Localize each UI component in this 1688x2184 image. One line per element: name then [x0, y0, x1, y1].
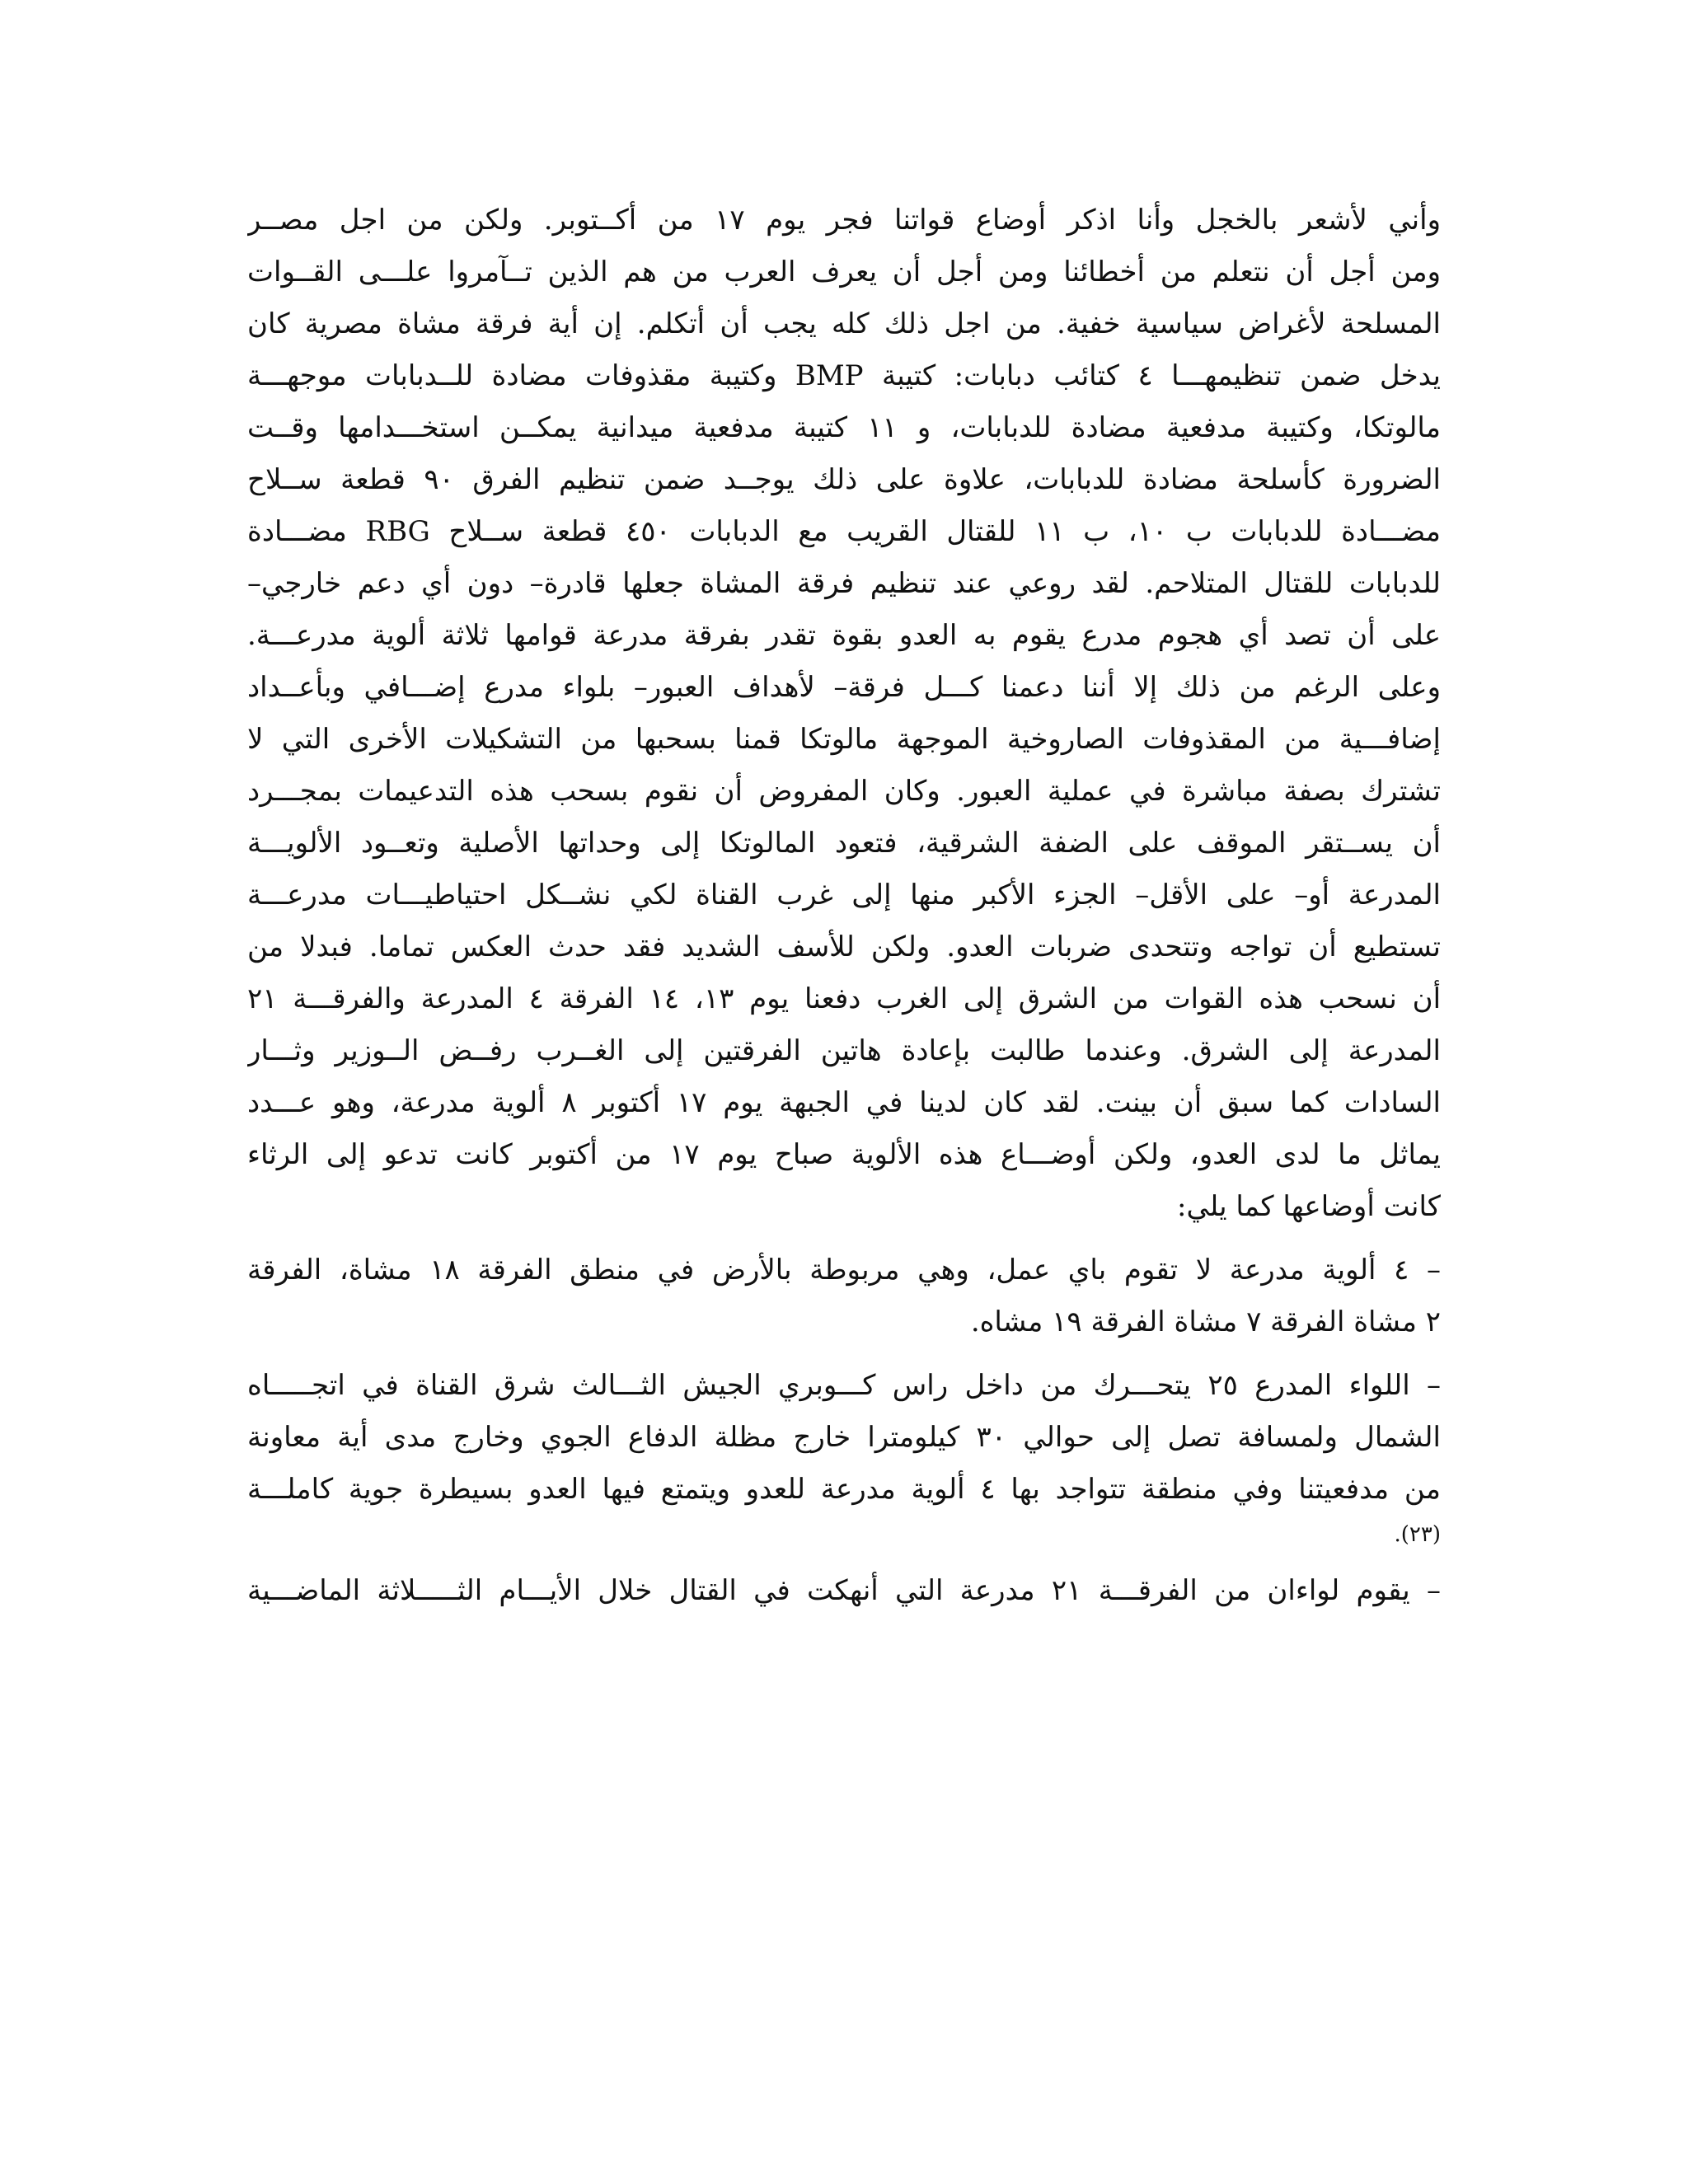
text-line: يماثل ما لدى العدو، ولكن أوضـــاع هذه الألوية صباح يوم ١٧ من أكتوبر كانت تدعو إلى الرثاء [247, 1138, 1441, 1171]
list-item-line: – اللواء المدرع ٢٥ يتحـــرك من داخل راس كـــوبري الجيش الثـــالث شرق القناة في اتجـــــاه [247, 1369, 1441, 1402]
list-item-line: ٢ مشاة الفرقة ٧ مشاة الفرقة ١٩ مشاه. [970, 1305, 1441, 1338]
text-line: المدرعة إلى الشرق. وعندما طالبت بإعادة هاتين الفرقتين إلى الغــرب رفــض الــوزير وثـــار [247, 1034, 1441, 1067]
text-line: ومن أجل أن نتعلم من أخطائنا ومن أجل أن يعرف العرب من هم الذين تــآمروا علـــى القــوات [247, 255, 1441, 288]
text-line: المدرعة أو– على الأقل– الجزء الأكبر منها إلى غرب القناة لكي نشــكل احتياطيـــات مدرعـــة [247, 879, 1441, 912]
text-line: وعلى الرغم من ذلك إلا أننا دعمنا كـــل فرقة– لأهداف العبور– بلواء مدرع إضـــافي وبأعــداد [247, 671, 1441, 704]
text-line: يدخل ضمن تنظيمهـــا ٤ كتائب دبابات: كتيبة BMP وكتيبة مقذوفات مضادة للــدبابات موجهـــة [247, 359, 1441, 392]
text-line: مضـــادة للدبابات ب ١٠، ب ١١ للقتال القريب مع الدبابات ٤٥٠ قطعة ســلاح RBG مضـــادة [247, 515, 1441, 548]
text-line: وأني لأشعر بالخجل وأنا اذكر أوضاع قواتنا فجر يوم ١٧ من أكــتوبر. ولكن من اجل مصــر [247, 204, 1441, 237]
text-line: على أن تصد أي هجوم مدرع يقوم به العدو بقوة تقدر بفرقة مدرعة قوامها ثلاثة ألوية مدرعـــة. [247, 619, 1441, 652]
footnote-reference: (٢٣). [1394, 1522, 1441, 1547]
list-item-line: من مدفعيتنا وفي منطقة تتواجد بها ٤ ألوية مدرعة للعدو ويتمتع فيها العدو بسيطرة جوية كاملـــة [247, 1473, 1441, 1506]
text-line: أن نسحب هذه القوات من الشرق إلى الغرب دفعنا يوم ١٣، ١٤ الفرقة ٤ المدرعة والفرقـــة ٢١ [247, 982, 1441, 1015]
text-line: الضرورة كأسلحة مضادة للدبابات، علاوة على ذلك يوجــد ضمن تنظيم الفرق ٩٠ قطعة ســلاح [247, 463, 1441, 496]
list-item-line: – ٤ ألوية مدرعة لا تقوم باي عمل، وهي مربوطة بالأرض في منطق الفرقة ١٨ مشاة، الفرقة [247, 1254, 1441, 1286]
body-text [247, 194, 1441, 1617]
text-line: السادات كما سبق أن بينت. لقد كان لدينا في الجبهة يوم ١٧ أكتوبر ٨ ألوية مدرعة، وهو عـــدد [247, 1086, 1441, 1119]
text-line: إضافـــية من المقذوفات الصاروخية الموجهة مالوتكا قمنا بسحبها من التشكيلات الأخرى التي لا [247, 723, 1441, 756]
text-line: تشترك بصفة مباشرة في عملية العبور. وكان المفروض أن نقوم بسحب هذه التدعيمات بمجـــرد [247, 775, 1441, 808]
text-line: المسلحة لأغراض سياسية خفية. من اجل ذلك كله يجب أن أتكلم. إن أية فرقة مشاة مصرية كان [247, 307, 1441, 340]
list-item-line: – يقوم لواءان من الفرقـــة ٢١ مدرعة التي أنهكت في القتال خلال الأيـــام الثـــــلاثة الماضـــية [247, 1574, 1441, 1607]
text-line: تستطيع أن تواجه وتتحدى ضربات العدو. ولكن للأسف الشديد فقد حدث العكس تماما. فبدلا من [247, 930, 1441, 963]
text-line: كانت أوضاعها كما يلي: [1177, 1190, 1441, 1223]
list-item-line: الشمال ولمسافة تصل إلى حوالي ٣٠ كيلومترا خارج مظلة الدفاع الجوي وخارج مدى أية معاونة [247, 1421, 1441, 1454]
text-line: للدبابات للقتال المتلاحم. لقد روعي عند تنظيم فرقة المشاة جعلها قادرة– دون أي دعم خارجي– [247, 567, 1441, 600]
text-line: أن يســتقر الموقف على الضفة الشرقية، فتعود المالوتكا إلى وحداتها الأصلية وتعــود الألويـــة [247, 827, 1441, 860]
text-line: مالوتكا، وكتيبة مدفعية مضادة للدبابات، و ١١ كتيبة مدفعية ميدانية يمكــن استخـــدامها وقــت [247, 411, 1441, 444]
